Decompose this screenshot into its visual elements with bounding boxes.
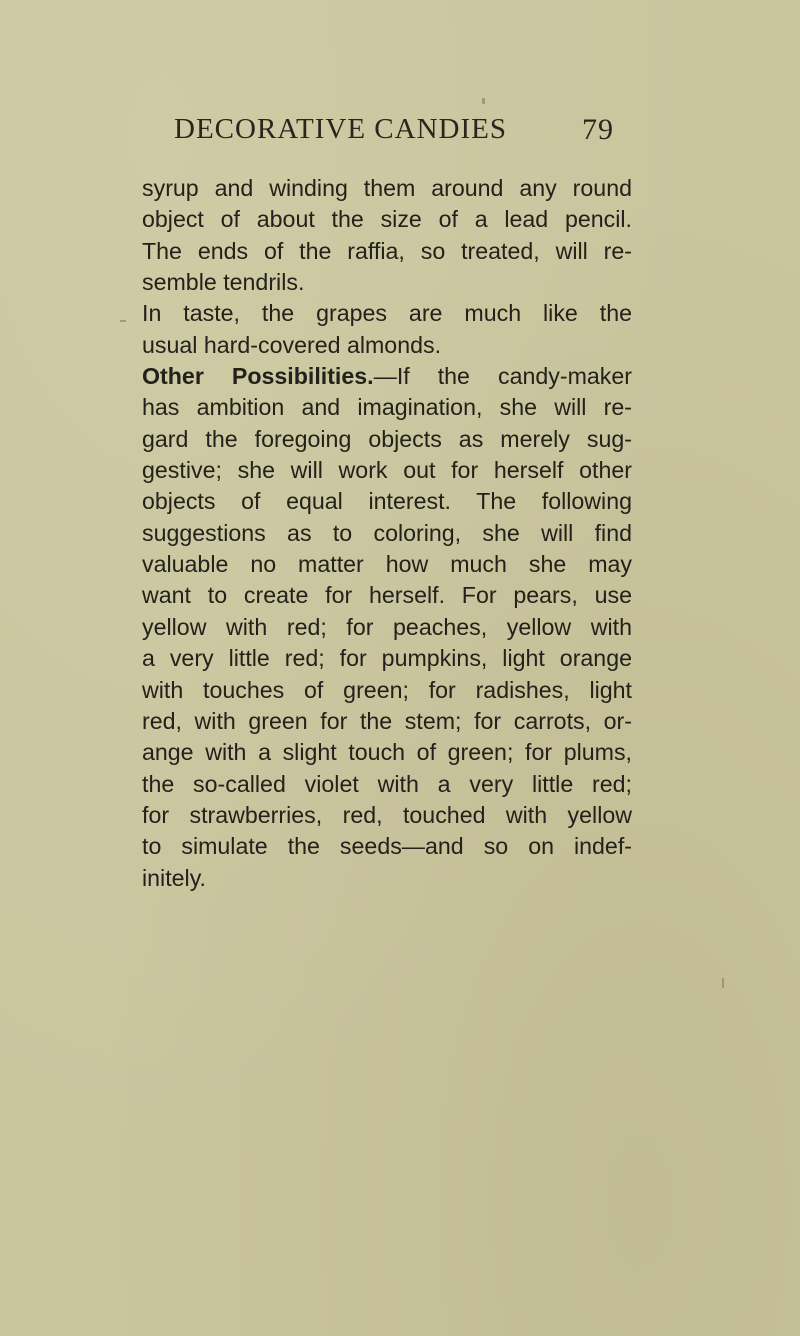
text-line: yellow with red; for peaches, yellow with — [142, 613, 632, 640]
text-line: syrup and winding them around any round — [142, 175, 632, 201]
text-line: usual hard-covered almonds. — [142, 331, 442, 358]
text-line: In taste, the grapes are much like the — [142, 300, 632, 327]
text-line: to simulate the seeds—and so on indef- — [142, 833, 632, 860]
text-line: has ambition and imagination, she will re- — [142, 394, 632, 421]
text-line: red, with green for the stem; for carrots, or- — [142, 707, 632, 734]
section-heading-tail: —If the candy-maker — [373, 363, 632, 390]
section-heading-line — [142, 361, 632, 392]
paper-speck — [120, 320, 126, 322]
text-line: the so-called violet with a very little red; — [142, 770, 632, 797]
text-line: with touches of green; for radishes, light — [142, 676, 632, 703]
running-title: DECORATIVE CANDIES — [174, 113, 507, 145]
paper-speck — [722, 978, 724, 988]
text-line: ange with a slight touch of green; for plums, — [142, 739, 632, 766]
text-line: want to create for herself. For pears, use — [142, 582, 632, 609]
text-line: suggestions as to coloring, she will find — [142, 519, 632, 546]
paper-speck — [482, 98, 485, 104]
text-line: a very little red; for pumpkins, light orange — [142, 645, 632, 672]
body-text — [142, 173, 632, 894]
text-line: initely. — [142, 864, 207, 891]
page-number: 79 — [582, 113, 614, 146]
text-line: valuable no matter how much she may — [142, 551, 632, 578]
text-line: object of about the size of a lead pencil. — [142, 206, 632, 233]
text-line: semble tendrils. — [142, 269, 305, 296]
section-heading: Other Possibilities. — [142, 363, 374, 390]
text-line: for strawberries, red, touched with yellow — [142, 801, 632, 828]
text-line: objects of equal interest. The following — [142, 488, 632, 515]
text-line: The ends of the raffia, so treated, will re- — [142, 237, 632, 264]
text-line: gestive; she will work out for herself other — [142, 457, 632, 484]
text-line: gard the foregoing objects as merely sug- — [142, 425, 632, 452]
